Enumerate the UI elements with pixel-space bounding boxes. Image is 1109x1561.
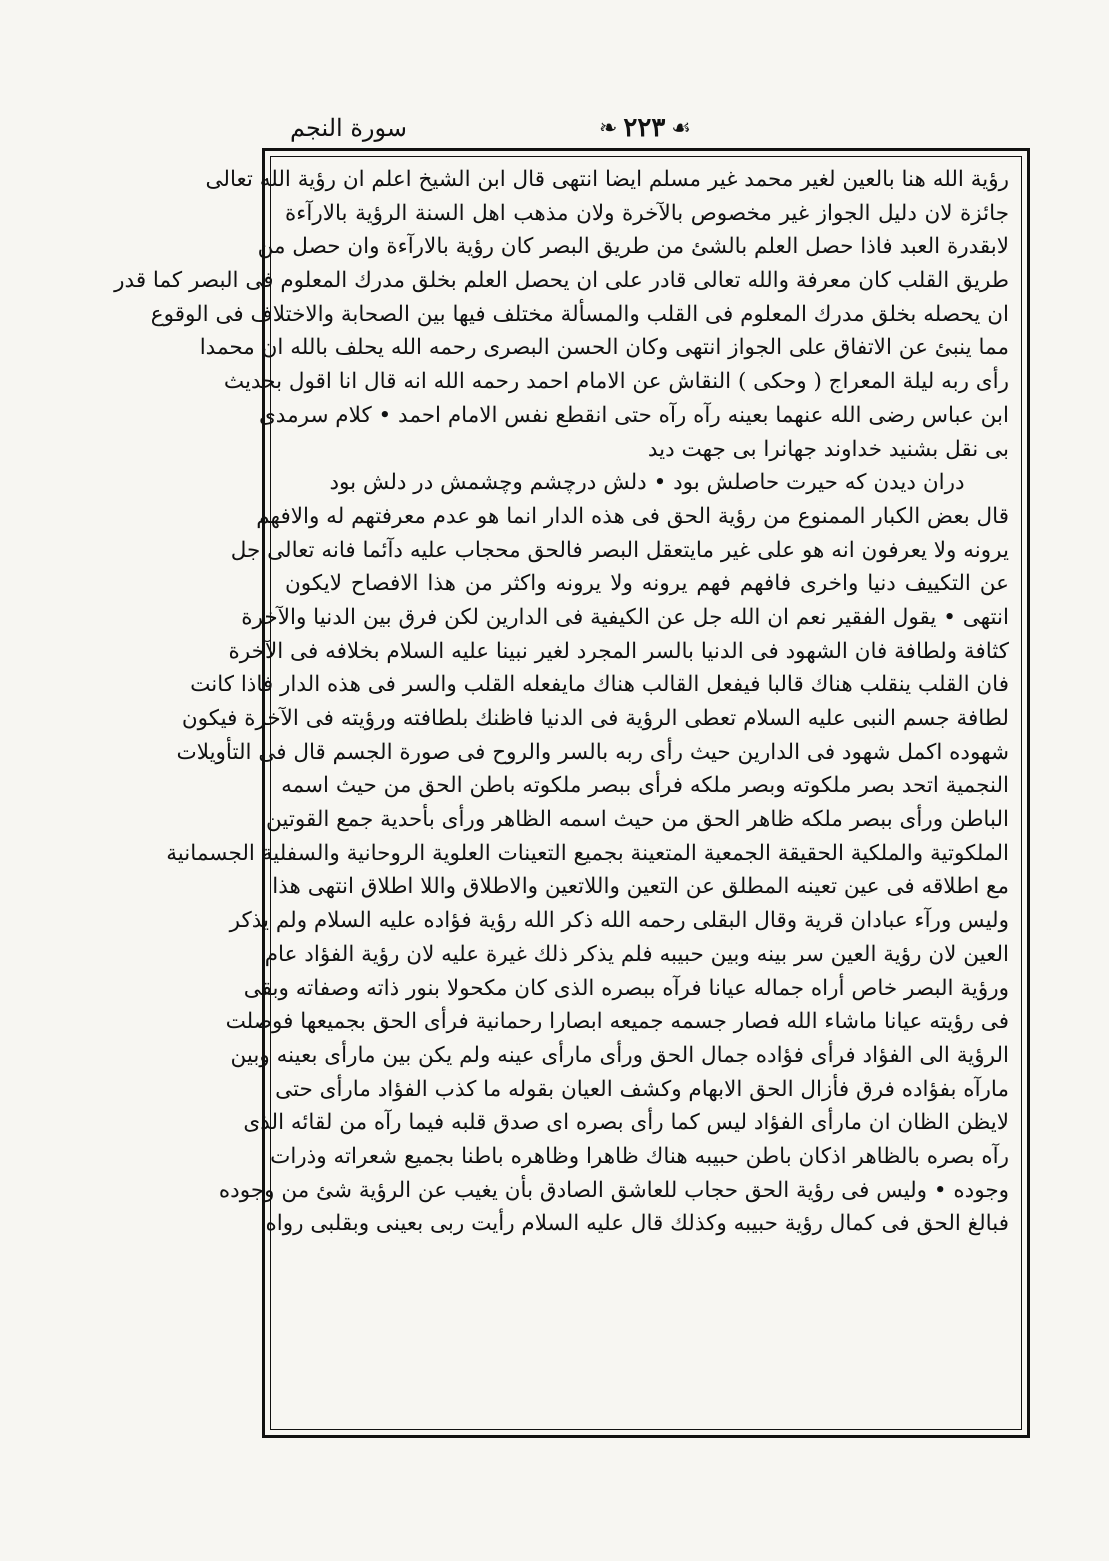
text-line: يرونه ولا يعرفون انه هو على غير مايتعقل البصر فالحق محجاب عليه دآئما فانه تعالى جل <box>230 537 1009 563</box>
poem-line: بى نقل بشنيد خداوند جهانرا بى جهت ديد <box>647 436 1009 462</box>
text-line: كثافة ولطافة فان الشهود فى الدنيا بالسر المجرد لغير نبينا عليه السلام بخلافه فى الآخرة <box>228 638 1009 664</box>
text-line: وليس ورآء عبادان قرية وقال البقلى رحمه الله ذكر الله رؤية فؤاده عليه السلام ولم يذكر <box>229 908 1009 934</box>
text-line: رأى ربه ليلة المعراج ( وحكى ) النقاش عن الامام احمد رحمه الله انه قال انا اقول بحديث <box>223 369 1009 395</box>
text-line: مارآه بفؤاده فرق فأزال الحق الابهام وكشف العيان بقوله ما كذب الفؤاد مارأى حتى <box>275 1076 1009 1102</box>
text-line: لايظن الظان ان مارأى الفؤاد ليس كما رأى بصره اى صدق قلبه فيما رآه من لقائه الذى <box>243 1110 1009 1136</box>
text-line: قال بعض الكبار الممنوع من رؤية الحق فى هذه الدار انما هو عدم معرفتهم له والافهم <box>256 503 1009 529</box>
text-line: ورؤية البصر خاص أراه جماله عيانا فرآه ببصره الذى كان مكحولا بنور ذاته وصفاته وبقى <box>243 975 1009 1001</box>
right-ornament-icon: ☙ <box>671 115 692 141</box>
text-line: انتهى • يقول الفقير نعم ان الله جل عن الكيفية فى الدارين لكن فرق بين الدنيا والآخرة <box>241 604 1009 630</box>
text-line: فبالغ الحق فى كمال رؤية حبيبه وكذلك قال عليه السلام رأيت ربى بعينى وبقلبى رواه <box>265 1211 1009 1237</box>
text-line: الملكوتية والملكية الحقيقة الجمعية المتعينة بجميع التعينات العلوية الروحانية والسفلية الجسمانية <box>166 840 1009 866</box>
text-line: النجمية اتحد بصر ملكوته وبصر ملكه فرأى ببصر ملكوته باطن الحق من حيث اسمه <box>281 773 1009 799</box>
text-line: لطافة جسم النبى عليه السلام تعطى الرؤية فى الدنيا فاظنك بلطافته ورؤيته فى الآخرة فيكون <box>181 706 1009 731</box>
page-number-ornament <box>570 108 720 148</box>
text-line: لابقدرة العبد فاذا حصل العلم بالشئ من طريق البصر كان رؤية بالارآءة وان حصل من <box>257 234 1009 260</box>
page-header <box>280 108 1020 152</box>
text-line: رؤية الله هنا بالعين لغير محمد غير مسلم ايضا انتهى قال ابن الشيخ اعلم ان رؤية الله تعالى <box>205 167 1009 192</box>
text-line: فى رؤيته عيانا ماشاء الله فصار جسمه جميعه ابصارا رحمانية فرأى الحق بجميعها فوصلت <box>225 1009 1009 1035</box>
text-line: ان يحصله بخلق مدرك المعلوم فى القلب والمسألة مختلف فيها بين الصحابة والاختلاف فى الوقوع <box>150 301 1009 327</box>
text-line: عن التكييف دنيا واخرى فافهم فهم يرونه ولا يرونه واكثر من هذا الافصاح لايكون <box>285 571 1009 597</box>
poem-line: دران ديدن كه حيرت حاصلش بود • دلش درچشم وچشمش در دلش بود <box>329 470 965 496</box>
text-line: فان القلب ينقلب هناك قالبا فيفعل القالب هناك مايفعله القلب والسر فى هذه الدار فاذا كانت <box>190 672 1009 698</box>
surah-title: سورة النجم <box>290 114 407 142</box>
text-frame <box>114 148 1030 1438</box>
text-line: العين لان رؤية العين سر بينه وبين حبيبه فلم يذكر ذلك غيرة عليه لان رؤية الفؤاد عام <box>264 941 1009 967</box>
text-line: الباطن ورأى ببصر ملكه ظاهر الحق من حيث اسمه الظاهر ورأى بأحدية جمع القوتين <box>266 807 1009 833</box>
text-line: وجوده • وليس فى رؤية الحق حجاب للعاشق الصادق بأن يغيب عن الرؤية شئ من وجوده <box>218 1177 1009 1203</box>
text-line: الرؤية الى الفؤاد فرأى فؤاده جمال الحق ورأى مارأى عينه ولم يكن بين مارأى بعينه وبين <box>230 1042 1009 1068</box>
text-line: طريق القلب كان معرفة والله تعالى قادر على ان يحصل العلم بخلق مدرك المعلوم فى البصر كما قدر <box>114 268 1009 294</box>
left-ornament-icon: ❧ <box>598 115 618 141</box>
body-text <box>114 163 1009 1241</box>
text-line: ابن عباس رضى الله عنهما بعينه رآه رآه حتى انقطع نفس الامام احمد • كلام سرمدى <box>258 402 1009 428</box>
text-line: مع اطلاقه فى عين تعينه المطلق عن التعين واللاتعين والاطلاق واللا اطلاق انتهى هذا <box>272 874 1009 900</box>
text-line: شهوده اكمل شهود فى الدارين حيث رأى ربه بالسر والروح فى صورة الجسم قال فى التأويلات <box>176 739 1009 765</box>
page-number: ٢٢٣ <box>623 113 666 143</box>
text-line: جائزة لان دليل الجواز غير مخصوص بالآخرة ولان مذهب اهل السنة الرؤية بالارآءة <box>285 200 1009 226</box>
text-line: مما ينبئ عن الاتفاق على الجواز انتهى وكان الحسن البصرى رحمه الله يحلف بالله ان محمدا <box>199 335 1009 361</box>
text-line: رآه بصره بالظاهر اذكان باطن حبيبه هناك ظاهرا وظاهره باطنا بجميع شعراته وذرات <box>270 1143 1009 1169</box>
